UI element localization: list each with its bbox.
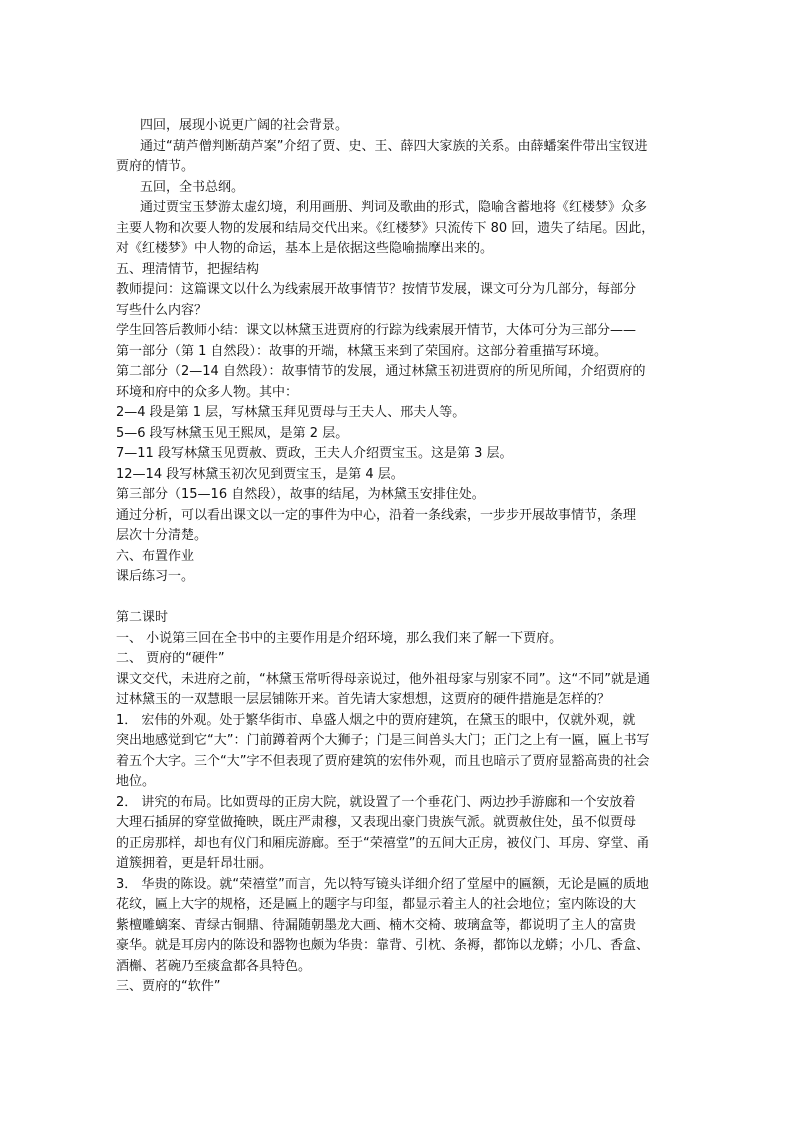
blank-line — [116, 588, 682, 609]
paragraph-line: 教师提问：这篇课文以什么为线索展开故事情节？按情节发展，课文可分为几部分，每部分 — [116, 282, 637, 297]
paragraph-line: 3． 华贵的陈设。就“荣禧堂”而言，先以特写镜头详细介绍了堂屋中的匾额，无论是匾的质地 — [116, 876, 649, 892]
paragraph-line: 主要人物和次要人物的发展和结局交代出来。《红楼梦》只流传下 80 回，遗失了结尾。因此， — [116, 220, 655, 236]
paragraph-line: 四回，展现小说更广阔的社会背景。 — [140, 118, 349, 133]
paragraph-line: 2． 讲究的布局。比如贾母的正房大院，就设置了一个垂花门、两边抄手游廊和一个安放着 — [116, 794, 636, 810]
paragraph-line: 第三部分（15—16 自然段），故事的结尾，为林黛玉安排住处。 — [116, 487, 485, 502]
paragraph-line: 通过贾宝玉梦游太虚幻境，利用画册、判词及歌曲的形式，隐喻含蓄地将《红楼梦》众多 — [140, 200, 648, 215]
paragraph-line: 环境和府中的众多人物。其中： — [116, 384, 299, 400]
paragraph-line: 第二部分（2—14 自然段）：故事情节的发展，通过林黛玉初进贾府的所见所闻，介绍贾府的 — [116, 364, 646, 379]
paragraph-line: 通过“葫芦僧判断葫芦案”介绍了贾、史、王、薛四大家族的关系。由薛蟠案件带出宝钗进 — [140, 138, 648, 154]
paragraph-line: 5—6 段写林黛玉见王熙凤，是第 2 层。 — [116, 425, 349, 441]
paragraph-line: 大理石插屏的穿堂做掩映，既庄严肃穆，又表现出豪门贵族气派。就贾赦住处，虽不似贾母 — [116, 815, 637, 830]
paragraph-line: 豪华。就是耳房内的陈设和器物也颇为华贵：靠背、引枕、条褥，都饰以龙蟒；小几、香盒、 — [116, 938, 650, 953]
section-heading: 二、 贾府的“硬件” — [116, 651, 225, 666]
paragraph-line: 学生回答后教师小结：课文以林黛玉进贾府的行踪为线索展开情节，大体可分为三部分—— — [116, 323, 637, 338]
section-heading: 三、贾府的“软件” — [116, 979, 221, 994]
paragraph-line: 通过分析，可以看出课文以一定的事件为中心，沿着一条线索，一步步开展故事情节，条理 — [116, 507, 637, 523]
paragraph-line: 一、 小说第三回在全书中的主要作用是介绍环境，那么我们来了解一下贾府。 — [116, 630, 563, 646]
paragraph-line: 的正房那样，却也有仪门和厢庑游廊。至于“荣禧堂”的五间大正房，被仪门、耳房、穿堂、甬 — [116, 835, 650, 851]
paragraph-line: 道簇拥着，更是轩昂壮丽。 — [116, 856, 273, 871]
paragraph-line: 课后练习一。 — [116, 569, 195, 584]
paragraph-line: 写些什么内容？ — [116, 302, 208, 318]
paragraph-line: 紫檀雕螭案、青绿古铜鼎、待漏随朝墨龙大画、楠木交椅、玻璃盒等，都说明了主人的富贵 — [116, 917, 637, 933]
paragraph-line: 层次十分清楚。 — [116, 528, 208, 543]
paragraph-line: 课文交代，未进府之前，“林黛玉常听得母亲说过，他外祖母家与别家不同”。这“不同”就是通 — [116, 671, 650, 687]
paragraph-line: 突出地感觉到它“大”：门前蹲着两个大狮子；门是三间兽头大门；正门之上有一匾，匾上书写 — [116, 733, 650, 748]
section-heading: 五、理清情节，把握结构 — [116, 261, 260, 277]
paragraph-line: 酒槲、茗碗乃至痰盒都各具特色。 — [116, 958, 312, 974]
paragraph-line: 2—4 段是第 1 层，写林黛玉拜见贾母与王夫人、邢夫人等。 — [116, 405, 466, 420]
paragraph-line: 1． 宏伟的外观。处于繁华街市、阜盛人烟之中的贾府建筑，在黛玉的眼中，仅就外观，就 — [116, 712, 636, 728]
paragraph-line: 对《红楼梦》中人物的命运，基本上是依据这些隐喻揣摩出来的。 — [116, 241, 494, 256]
paragraph-line: 着五个大字。三个“大”字不但表现了贾府建筑的宏伟外观，而且也暗示了贾府显豁高贵的社会 — [116, 753, 650, 769]
paragraph-line: 贾府的情节。 — [116, 159, 195, 174]
paragraph-line: 7—11 段写林黛玉见贾赦、贾政，王夫人介绍贾宝玉。这是第 3 层。 — [116, 446, 513, 461]
paragraph-line: 地位。 — [116, 774, 156, 789]
paragraph-line: 过林黛玉的一双慧眼一层层铺陈开来。首先请大家想想，这贾府的硬件措施是怎样的？ — [116, 692, 611, 707]
paragraph-line: 12—14 段写林黛玉初次见到贾宝玉，是第 4 层。 — [116, 466, 404, 482]
paragraph-line: 五回，全书总纲。 — [140, 179, 245, 195]
section-heading: 六、布置作业 — [116, 548, 195, 564]
paragraph-line: 第一部分（第 1 自然段）：故事的开端，林黛玉来到了荣国府。这部分着重描写环境。 — [116, 343, 608, 359]
document-page — [116, 116, 682, 998]
paragraph-line: 花纹，匾上大字的规格，还是匾上的题字与印玺，都显示着主人的社会地位；室内陈设的大 — [116, 897, 637, 912]
section-heading: 第二课时 — [116, 610, 169, 625]
